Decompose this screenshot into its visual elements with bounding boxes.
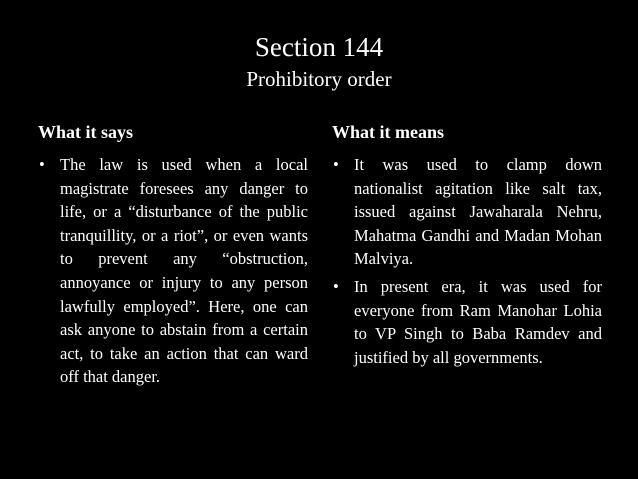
bullet-icon: •: [333, 155, 339, 174]
list-item: [332, 153, 602, 271]
slide-subtitle: Prohibitory order: [246, 67, 392, 91]
slide-title: Section 144: [254, 32, 384, 62]
list-item: [38, 153, 308, 389]
bullet-text: It was used to clamp down nationalist agitation like salt tax, issued against Jawaharala Nehru, Mahatma Gandhi and Madan Mohan Malviya.: [354, 155, 602, 269]
left-column-heading: What it says: [38, 122, 134, 142]
left-column: [38, 121, 308, 393]
bullet-text: In present era, it was used for everyone from Ram Manohar Lohia to VP Singh to Baba Ramdev and justified by all governments.: [354, 276, 602, 367]
right-column-heading: What it means: [332, 122, 444, 142]
right-column: [332, 121, 602, 373]
bullet-text: The law is used when a local magistrate foresees any danger to life, or a “disturbance of the public tranquillity, or a riot”, or even wants to prevent any “obstruction, annoyance or injury to any person lawfully employed”. Here, one can ask anyone to abstain from a certain act, to take an action that can ward off that danger.: [60, 155, 308, 387]
right-bullet-list: [332, 153, 602, 369]
bullet-icon: •: [39, 155, 45, 174]
left-bullet-list: [38, 153, 308, 389]
bullet-icon: •: [333, 276, 339, 296]
list-item: [332, 275, 602, 369]
